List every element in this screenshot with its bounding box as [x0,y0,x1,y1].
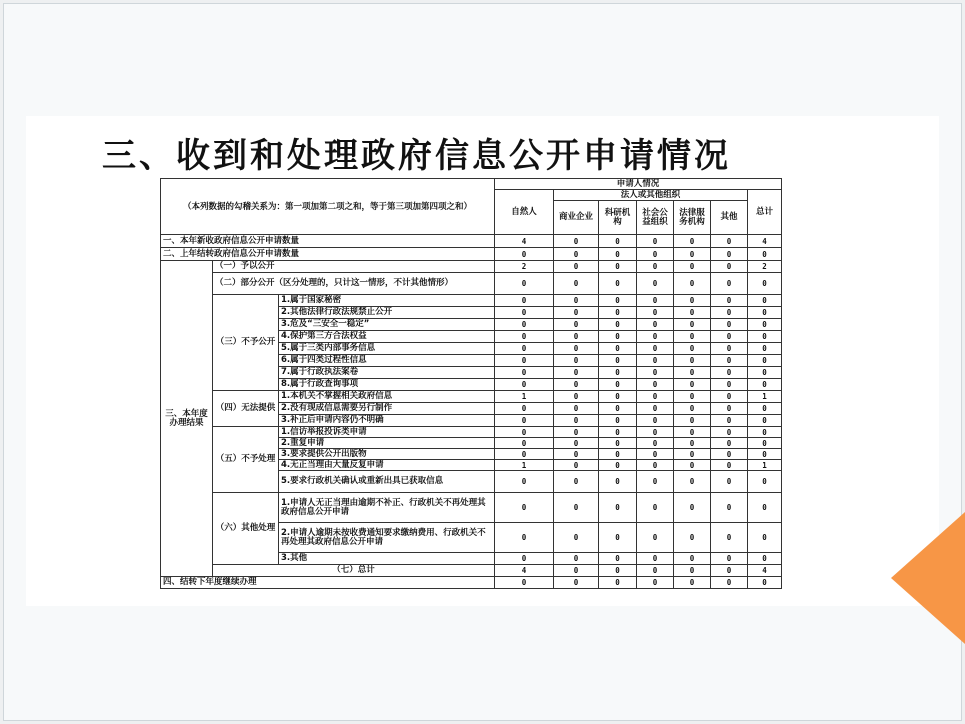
value-cell: 2 [748,261,782,273]
item-label: 2.重复申请 [279,438,495,449]
item-label: 6.属于四类过程性信息 [279,355,495,367]
value-cell: 0 [711,248,748,261]
value-cell: 0 [711,319,748,331]
value-cell: 0 [674,319,711,331]
value-cell: 0 [495,438,554,449]
value-cell: 0 [748,367,782,379]
value-cell: 0 [674,523,711,553]
value-cell: 0 [711,493,748,523]
page-title: 三、收到和处理政府信息公开申请情况 [102,136,731,176]
row-label: 一、本年新收政府信息公开申请数量 [161,235,495,248]
item-label: 3.危及“三安全一稳定” [279,319,495,331]
value-cell: 0 [711,523,748,553]
value-cell: 0 [637,261,674,273]
value-cell: 0 [674,471,711,493]
value-cell: 0 [748,248,782,261]
value-cell: 0 [495,379,554,391]
value-cell: 2 [495,261,554,273]
value-cell: 0 [674,493,711,523]
value-cell: 0 [554,367,599,379]
header-natural: 自然人 [495,190,554,235]
value-cell: 0 [711,460,748,471]
value-cell: 0 [637,523,674,553]
value-cell: 0 [554,343,599,355]
value-cell: 0 [711,273,748,295]
value-cell: 0 [748,379,782,391]
value-cell: 0 [674,343,711,355]
item-label: 8.属于行政查询事项 [279,379,495,391]
item-label: 2.申请人逾期未按收费通知要求缴纳费用、行政机关不再处理其政府信息公开申请 [279,523,495,553]
value-cell: 0 [599,379,637,391]
value-cell: 0 [599,427,637,438]
value-cell: 0 [748,523,782,553]
value-cell: 0 [495,307,554,319]
group-label: （一）予以公开 [213,261,495,273]
value-cell: 0 [554,273,599,295]
value-cell: 0 [748,331,782,343]
value-cell: 0 [711,553,748,565]
row-label: 二、上年结转政府信息公开申请数量 [161,248,495,261]
value-cell: 0 [674,379,711,391]
value-cell: 0 [637,565,674,577]
value-cell: 0 [599,577,637,589]
value-cell: 0 [748,415,782,427]
value-cell: 0 [599,261,637,273]
value-cell: 0 [711,471,748,493]
value-cell: 1 [495,391,554,403]
value-cell: 0 [495,523,554,553]
value-cell: 0 [637,355,674,367]
table-row [161,248,782,261]
value-cell: 0 [554,523,599,553]
value-cell: 0 [554,427,599,438]
value-cell: 0 [637,471,674,493]
value-cell: 0 [711,261,748,273]
value-cell: 0 [599,273,637,295]
value-cell: 0 [599,307,637,319]
value-cell: 0 [554,471,599,493]
item-label: 2.其他法律行政法规禁止公开 [279,307,495,319]
group-label: （二）部分公开（区分处理的，只计这一情形，不计其他情形） [213,273,495,295]
group-label: （五）不予处理 [213,427,279,493]
value-cell: 0 [748,295,782,307]
table-row [161,235,782,248]
value-cell: 0 [554,493,599,523]
value-cell: 0 [748,403,782,415]
value-cell: 1 [748,391,782,403]
value-cell: 0 [599,523,637,553]
value-cell: 0 [599,449,637,460]
table-row [161,577,782,589]
value-cell: 0 [637,449,674,460]
value-cell: 0 [637,319,674,331]
value-cell: 0 [711,379,748,391]
value-cell: 0 [599,331,637,343]
value-cell: 0 [637,235,674,248]
value-cell: 0 [711,438,748,449]
table-note: （本列数据的勾稽关系为：第一项加第二项之和，等于第三项加第四项之和） [161,179,495,235]
value-cell: 0 [554,449,599,460]
value-cell: 0 [495,553,554,565]
value-cell: 0 [599,319,637,331]
value-cell: 0 [711,331,748,343]
value-cell: 0 [599,295,637,307]
value-cell: 0 [674,415,711,427]
value-cell: 0 [637,553,674,565]
value-cell: 0 [599,415,637,427]
value-cell: 0 [554,307,599,319]
value-cell: 0 [674,403,711,415]
value-cell: 0 [554,261,599,273]
item-label: 4.无正当理由大量反复申请 [279,460,495,471]
value-cell: 0 [554,295,599,307]
value-cell: 0 [748,553,782,565]
value-cell: 0 [554,379,599,391]
value-cell: 0 [554,577,599,589]
value-cell: 0 [554,248,599,261]
value-cell: 0 [554,235,599,248]
value-cell: 0 [637,331,674,343]
value-cell: 0 [599,553,637,565]
value-cell: 0 [748,355,782,367]
header-applicant: 申请人情况 [495,179,782,190]
accent-triangle [891,512,965,644]
value-cell: 0 [674,261,711,273]
value-cell: 0 [711,427,748,438]
value-cell: 4 [748,565,782,577]
value-cell: 0 [495,415,554,427]
value-cell: 0 [637,493,674,523]
header-research: 科研机构 [599,201,637,235]
value-cell: 0 [711,449,748,460]
table-row [161,391,782,403]
value-cell: 0 [637,577,674,589]
table-row [161,493,782,523]
value-cell: 0 [674,331,711,343]
value-cell: 0 [637,379,674,391]
value-cell: 0 [599,391,637,403]
value-cell: 0 [748,449,782,460]
value-cell: 0 [495,577,554,589]
value-cell: 0 [711,295,748,307]
value-cell: 0 [599,367,637,379]
item-label: 3.补正后申请内容仍不明确 [279,415,495,427]
value-cell: 0 [599,403,637,415]
value-cell: 0 [674,391,711,403]
value-cell: 0 [748,438,782,449]
value-cell: 0 [711,307,748,319]
group-label: （三）不予公开 [213,295,279,391]
value-cell: 0 [711,235,748,248]
value-cell: 0 [748,273,782,295]
group-label: （四）无法提供 [213,391,279,427]
value-cell: 0 [495,295,554,307]
value-cell: 0 [554,438,599,449]
value-cell: 0 [748,307,782,319]
item-label: 7.属于行政执法案卷 [279,367,495,379]
value-cell: 0 [637,248,674,261]
value-cell: 0 [674,235,711,248]
value-cell: 0 [674,307,711,319]
value-cell: 0 [554,415,599,427]
item-label: 1.属于国家秘密 [279,295,495,307]
value-cell: 0 [599,343,637,355]
row-label: 四、结转下年度继续办理 [161,577,495,589]
value-cell: 0 [674,565,711,577]
item-label: 1.信访举报投诉类申请 [279,427,495,438]
value-cell: 0 [637,460,674,471]
value-cell: 0 [495,319,554,331]
value-cell: 0 [748,493,782,523]
value-cell: 0 [599,235,637,248]
item-label: 5.要求行政机关确认或重新出具已获取信息 [279,471,495,493]
value-cell: 0 [495,343,554,355]
header-other: 其他 [711,201,748,235]
value-cell: 4 [495,565,554,577]
value-cell: 0 [637,391,674,403]
value-cell: 4 [495,235,554,248]
table-row [161,261,782,273]
value-cell: 0 [674,355,711,367]
value-cell: 1 [748,460,782,471]
value-cell: 0 [711,367,748,379]
value-cell: 0 [674,460,711,471]
value-cell: 0 [599,355,637,367]
item-label: 4.保护第三方合法权益 [279,331,495,343]
table-row [161,273,782,295]
value-cell: 0 [495,449,554,460]
value-cell: 0 [495,493,554,523]
value-cell: 0 [637,295,674,307]
item-label: 3.要求提供公开出版物 [279,449,495,460]
value-cell: 0 [674,449,711,460]
value-cell: 1 [495,460,554,471]
value-cell: 0 [674,427,711,438]
value-cell: 0 [495,248,554,261]
group-label: （六）其他处理 [213,493,279,565]
value-cell: 0 [711,565,748,577]
value-cell: 0 [674,438,711,449]
value-cell: 0 [637,343,674,355]
value-cell: 0 [711,343,748,355]
value-cell: 0 [748,319,782,331]
value-cell: 0 [599,471,637,493]
item-label: 2.没有现成信息需要另行制作 [279,403,495,415]
table-body [161,179,782,589]
value-cell: 0 [748,427,782,438]
section-label: 三、本年度办理结果 [161,261,213,577]
value-cell: 0 [495,427,554,438]
value-cell: 0 [637,427,674,438]
group-label: （七）总计 [213,565,495,577]
value-cell: 0 [599,493,637,523]
value-cell: 0 [599,460,637,471]
value-cell: 0 [711,415,748,427]
value-cell: 0 [711,355,748,367]
value-cell: 0 [711,403,748,415]
header-total: 总计 [748,190,782,235]
value-cell: 0 [599,565,637,577]
value-cell: 0 [637,273,674,295]
value-cell: 0 [554,403,599,415]
header-legal: 法人或其他组织 [554,190,748,201]
value-cell: 0 [674,577,711,589]
table-row [161,427,782,438]
value-cell: 0 [674,248,711,261]
item-label: 3.其他 [279,553,495,565]
value-cell: 0 [554,460,599,471]
value-cell: 0 [495,273,554,295]
value-cell: 0 [637,438,674,449]
value-cell: 0 [748,471,782,493]
value-cell: 0 [554,391,599,403]
value-cell: 0 [495,331,554,343]
value-cell: 4 [748,235,782,248]
value-cell: 0 [711,391,748,403]
value-cell: 0 [711,577,748,589]
value-cell: 0 [748,343,782,355]
value-cell: 0 [637,403,674,415]
disclosure-table [160,178,782,589]
value-cell: 0 [495,471,554,493]
value-cell: 0 [554,319,599,331]
value-cell: 0 [637,415,674,427]
header-commercial: 商业企业 [554,201,599,235]
value-cell: 0 [554,565,599,577]
item-label: 1.申请人无正当理由逾期不补正、行政机关不再处理其政府信息公开申请 [279,493,495,523]
value-cell: 0 [495,367,554,379]
table-row [161,565,782,577]
value-cell: 0 [674,295,711,307]
value-cell: 0 [495,403,554,415]
header-social: 社会公益组织 [637,201,674,235]
value-cell: 0 [637,307,674,319]
value-cell: 0 [674,273,711,295]
value-cell: 0 [637,367,674,379]
item-label: 5.属于三类内部事务信息 [279,343,495,355]
table-row [161,295,782,307]
value-cell: 0 [674,553,711,565]
item-label: 1.本机关不掌握相关政府信息 [279,391,495,403]
value-cell: 0 [748,577,782,589]
header-legal-service: 法律服务机构 [674,201,711,235]
value-cell: 0 [554,553,599,565]
value-cell: 0 [554,331,599,343]
value-cell: 0 [599,248,637,261]
value-cell: 0 [554,355,599,367]
value-cell: 0 [599,438,637,449]
value-cell: 0 [495,355,554,367]
value-cell: 0 [674,367,711,379]
